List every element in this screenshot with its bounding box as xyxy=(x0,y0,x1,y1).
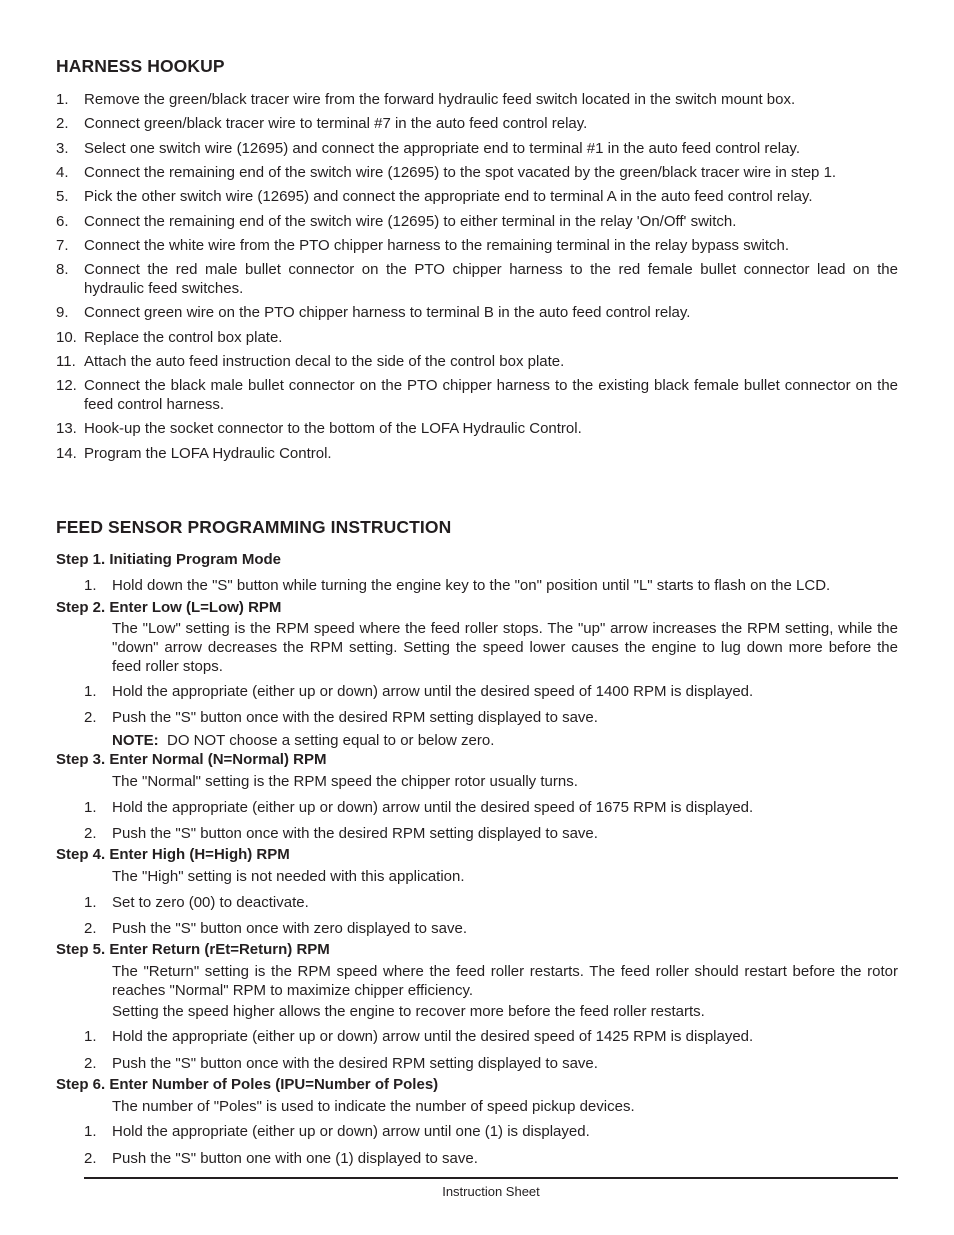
list-item: 8. Connect the red male bullet connector on the PTO chipper harness to the red female bullet connector lead on the hydraulic feed switches. xyxy=(56,261,898,297)
list-item: 13. Hook-up the socket connector to the bottom of the LOFA Hydraulic Control. xyxy=(56,420,582,437)
list-item: 10. Replace the control box plate. xyxy=(56,329,283,346)
step-2-description: The "Low" setting is the RPM speed where the feed roller stops. The "up" arrow increases the RPM setting, while the "down" arrow decreases the RPM setting. Setting the speed lower causes the engine to lug down more before the feed roller stops. xyxy=(112,620,898,675)
list-item: 6. Connect the remaining end of the switch wire (12695) to either terminal in the relay 'On/Off' switch. xyxy=(56,213,737,230)
step-4-description: The "High" setting is not needed with this application. xyxy=(112,868,465,885)
step-2-note: NOTE: DO NOT choose a setting equal to or below zero. xyxy=(112,732,495,749)
step-3-heading: Step 3. Enter Normal (N=Normal) RPM xyxy=(56,751,327,768)
list-item: 2. Connect green/black tracer wire to terminal #7 in the auto feed control relay. xyxy=(56,115,588,132)
harness-hookup-heading: HARNESS HOOKUP xyxy=(56,56,225,76)
list-item: 7. Connect the white wire from the PTO chipper harness to the remaining terminal in the relay bypass switch. xyxy=(56,237,790,254)
list-item: 14. Program the LOFA Hydraulic Control. xyxy=(56,445,332,462)
step-5-description-2: Setting the speed higher allows the engine to recover more before the feed roller restarts. xyxy=(112,1003,705,1020)
step-4-heading: Step 4. Enter High (H=High) RPM xyxy=(56,846,290,863)
list-item: 9. Connect green wire on the PTO chipper harness to terminal B in the auto feed control relay. xyxy=(56,304,691,321)
step-2-heading: Step 2. Enter Low (L=Low) RPM xyxy=(56,599,282,616)
list-item: 5. Pick the other switch wire (12695) and connect the appropriate end to terminal A in the auto feed control relay. xyxy=(56,188,813,205)
step-1-heading: Step 1. Initiating Program Mode xyxy=(56,551,282,568)
step-5-heading: Step 5. Enter Return (rEt=Return) RPM xyxy=(56,941,330,958)
list-item: 3. Select one switch wire (12695) and connect the appropriate end to terminal #1 in the auto feed control relay. xyxy=(56,140,800,157)
list-item: 1. Remove the green/black tracer wire from the forward hydraulic feed switch located in the switch mount box. xyxy=(56,91,796,108)
list-item: 12. Connect the black male bullet connector on the PTO chipper harness to the existing black female bullet connector on the feed control harness. xyxy=(56,377,898,413)
feed-sensor-heading: FEED SENSOR PROGRAMMING INSTRUCTION xyxy=(56,517,452,537)
footer-text: Instruction Sheet xyxy=(442,1184,540,1199)
step-6-description: The number of "Poles" is used to indicate the number of speed pickup devices. xyxy=(112,1098,635,1115)
list-item: 11. Attach the auto feed instruction decal to the side of the control box plate. xyxy=(56,353,565,370)
step-6-heading: Step 6. Enter Number of Poles (IPU=Number of Poles) xyxy=(56,1076,439,1093)
list-item: 4. Connect the remaining end of the switch wire (12695) to the spot vacated by the green/black tracer wire in step 1. xyxy=(56,164,837,181)
step-5-description: The "Return" setting is the RPM speed where the feed roller restarts. The feed roller should restart before the rotor reaches "Normal" RPM to maximize chipper efficiency. xyxy=(112,963,898,999)
footer-divider xyxy=(84,1177,898,1179)
step-3-description: The "Normal" setting is the RPM speed the chipper rotor usually turns. xyxy=(112,773,578,790)
